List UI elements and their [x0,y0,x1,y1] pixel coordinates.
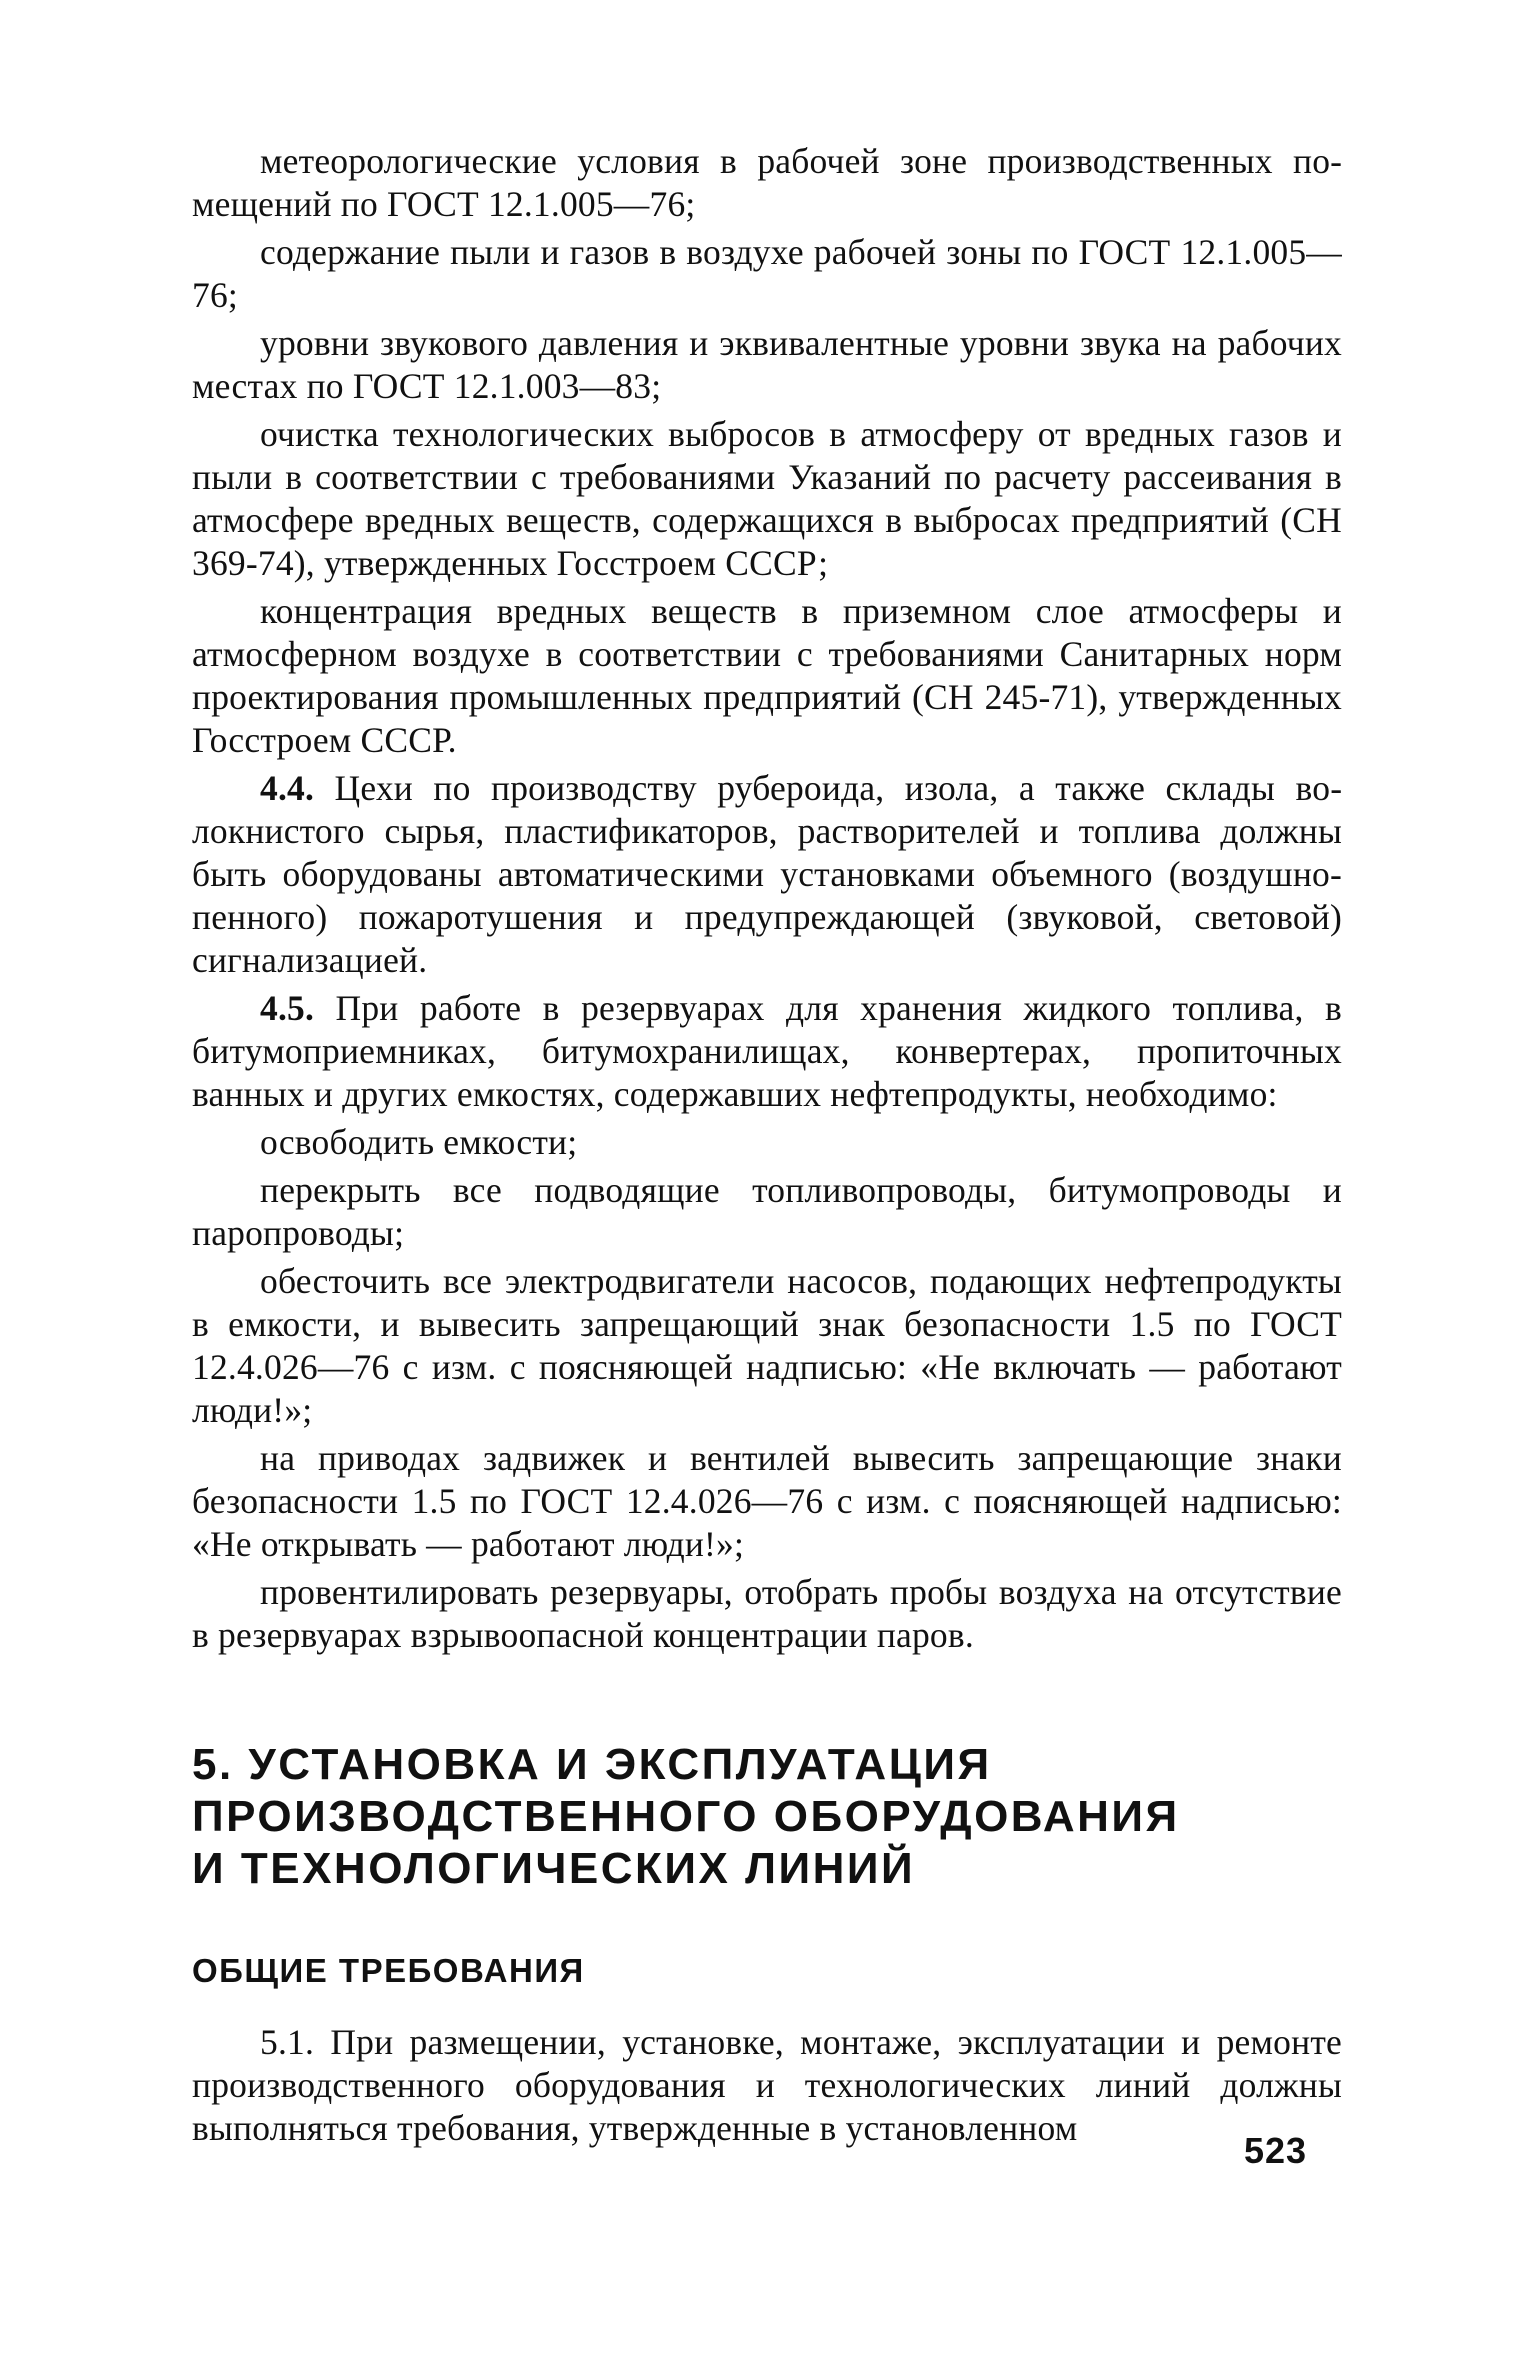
section-title-line-2: ПРОИЗВОДСТВЕННОГО ОБОРУДОВАНИЯ [192,1792,1180,1841]
clause-4-5-number: 4.5. [260,988,315,1028]
clause-5-1 [192,2021,1342,2150]
paragraph-harmful-concentration: концентрация вредных веществ в приземном слое атмосферы и атмосферном воздухе в соответствии с требованиями Санитарных норм проектирования промышленных предприятий (СН 245-71), утвержденных Госстроем СССР. [192,591,1342,760]
section-subtitle: ОБЩИЕ ТРЕБОВАНИЯ [192,1952,585,1989]
paragraph-meteorological-conditions: метеорологические условия в рабочей зоне производственных помещений по ГОСТ 12.1.005—76; [192,141,1342,224]
list-item-ventilate-tanks: провентилировать резервуары, отобрать пробы воздуха на отсутствие в резервуарах взрывоопасной концентрации паров. [192,1572,1342,1655]
paragraph-dust-gas-content: содержание пыли и газов в воздухе рабочей зоны по ГОСТ 12.1.005—76; [192,232,1342,315]
paragraph-sound-levels: уровни звукового давления и эквивалентные уровни звука на рабочих местах по ГОСТ 12.1.003—83; [192,323,1342,406]
clause-4-5-text: При работе в резервуарах для хранения жидкого топлива, в битумоприемниках, битумохранилищах, конвертерах, пропиточных ванных и других емкостях, содержавших нефтепродукты, необходимо: [192,988,1342,1114]
section-title [192,1739,1342,1895]
section-title-line-1: 5. УСТАНОВКА И ЭКСПЛУАТАЦИЯ [192,1740,992,1789]
list-item-deenergize-motors: обесточить все электродвигатели насосов, подающих нефтепродукты в емкости, и вывесить запрещающий знак безопасности 1.5 по ГОСТ 12.4.026—76 с изм. с поясняющей надписью: «Не включать — работают люди!»; [192,1261,1342,1430]
paragraph-emissions-cleaning: очистка технологических выбросов в атмосферу от вредных газов и пыли в соответствии с требованиями Указаний по расчету рассеивания в атмосфере вредных веществ, содержащихся в выбросах предприятий (СН 369-74), утвержденных Госстроем СССР; [192,414,1342,583]
section-title-line-3: И ТЕХНОЛОГИЧЕСКИХ ЛИНИЙ [192,1844,916,1893]
clause-4-4-number: 4.4. [260,768,315,808]
list-item-valve-signs: на приводах задвижек и вентилей вывесить запрещающие знаки безопасности 1.5 по ГОСТ 12.4.026—76 с изм. с поясняющей надписью: «Не открывать — работают люди!»; [192,1438,1342,1564]
list-item-close-pipelines: перекрыть все подводящие топливопроводы, битумопроводы и паропроводы; [192,1170,1342,1253]
document-page [192,140,1342,2155]
clause-5-1-text: При размещении, установке, монтаже, эксплуатации и ремонте производственного оборудования и технологических линий должны выполняться требования, утвержденные в установленном [192,2022,1342,2148]
page-number: 523 [1244,2130,1308,2171]
clause-4-5 [192,987,1342,1116]
clause-5-1-number: 5.1. [260,2022,315,2062]
clause-4-4 [192,767,1342,982]
clause-4-4-text: Цехи по производству рубероида, изола, а также склады волокнистого сырья, пластификаторов, растворителей и топлива должны быть оборудованы автоматическими установками объемного (воздушно-пенного) пожаротушения и предупреждающей (звуковой, световой) сигнализацией. [192,768,1343,980]
list-item-free-tanks: освободить емкости; [260,1122,578,1162]
